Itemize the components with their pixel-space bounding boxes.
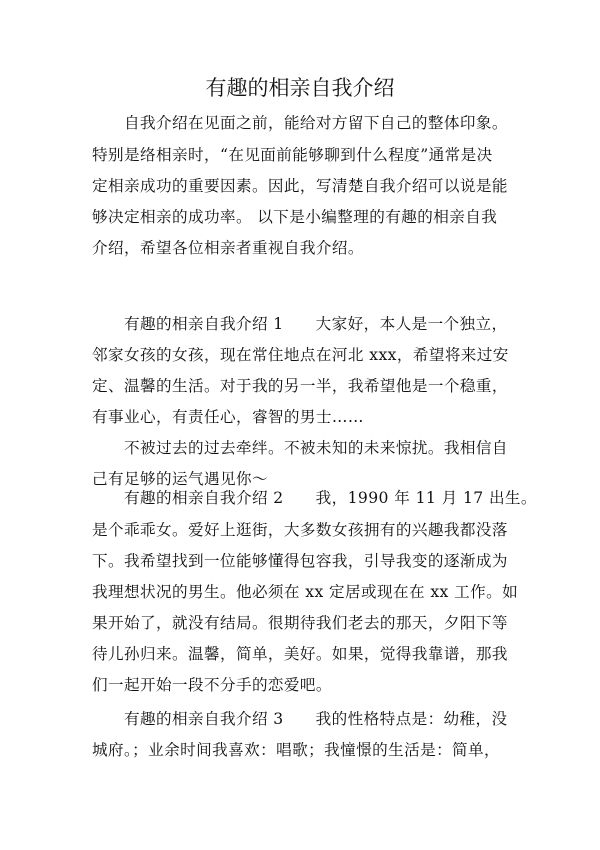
text-line: 定相亲成功的重要因素。因此，写清楚自我介绍可以说是能 — [92, 177, 508, 195]
text-line: 己有足够的运气遇见你～ — [92, 470, 268, 488]
text-line: 们一起开始一段不分手的恋爱吧。 — [92, 676, 332, 694]
text-line: 不被过去的过去牵绊。不被未知的未来惊扰。我相信自 — [124, 439, 508, 457]
text-line: 邻家女孩的女孩，现在常住地点在河北 xxx，希望将来过安 — [92, 346, 509, 364]
text-line: 够决定相亲的成功率。 以下是小编整理的有趣的相亲自我 — [92, 208, 498, 226]
text-line: 有趣的相亲自我介绍 1 大家好，本人是一个独立， — [124, 315, 508, 333]
text-line: 有事业心，有责任心，睿智的男士…… — [92, 408, 364, 426]
text-line: 有趣的相亲自我介绍 2 我，1990 年 11 月 17 出生。 — [124, 489, 537, 507]
text-line: 我理想状况的男生。他必须在 xx 定居或现在在 xx 工作。如 — [92, 583, 519, 601]
text-line: 是个乖乖女。爱好上逛街，大多数女孩拥有的兴趣我都没落 — [92, 521, 508, 539]
text-line: 自我介绍在见面之前，能给对方留下自己的整体印象。 — [124, 114, 508, 132]
text-line: 有趣的相亲自我介绍 3 我的性格特点是：幼稚，没 — [124, 710, 508, 728]
text-line: 待儿孙归来。温馨，简单，美好。如果，觉得我靠谱，那我 — [92, 645, 508, 663]
text-line: 城府。；业余时间我喜欢：唱歌；我憧憬的生活是：简单， — [92, 741, 501, 759]
text-line: 果开始了，就没有结局。很期待我们老去的那天，夕阳下等 — [92, 614, 508, 632]
text-line: 介绍，希望各位相亲者重视自我介绍。 — [92, 239, 364, 257]
document-title: 有趣的相亲自我介绍 — [205, 76, 395, 100]
text-line: 定、温馨的生活。对于我的另一半，我希望他是一个稳重， — [92, 377, 508, 395]
text-line: 下。我希望找到一位能够懂得包容我，引导我变的逐渐成为 — [92, 552, 508, 570]
text-line: 特别是络相亲时，“在见面前能够聊到什么程度”通常是决 — [92, 146, 493, 164]
